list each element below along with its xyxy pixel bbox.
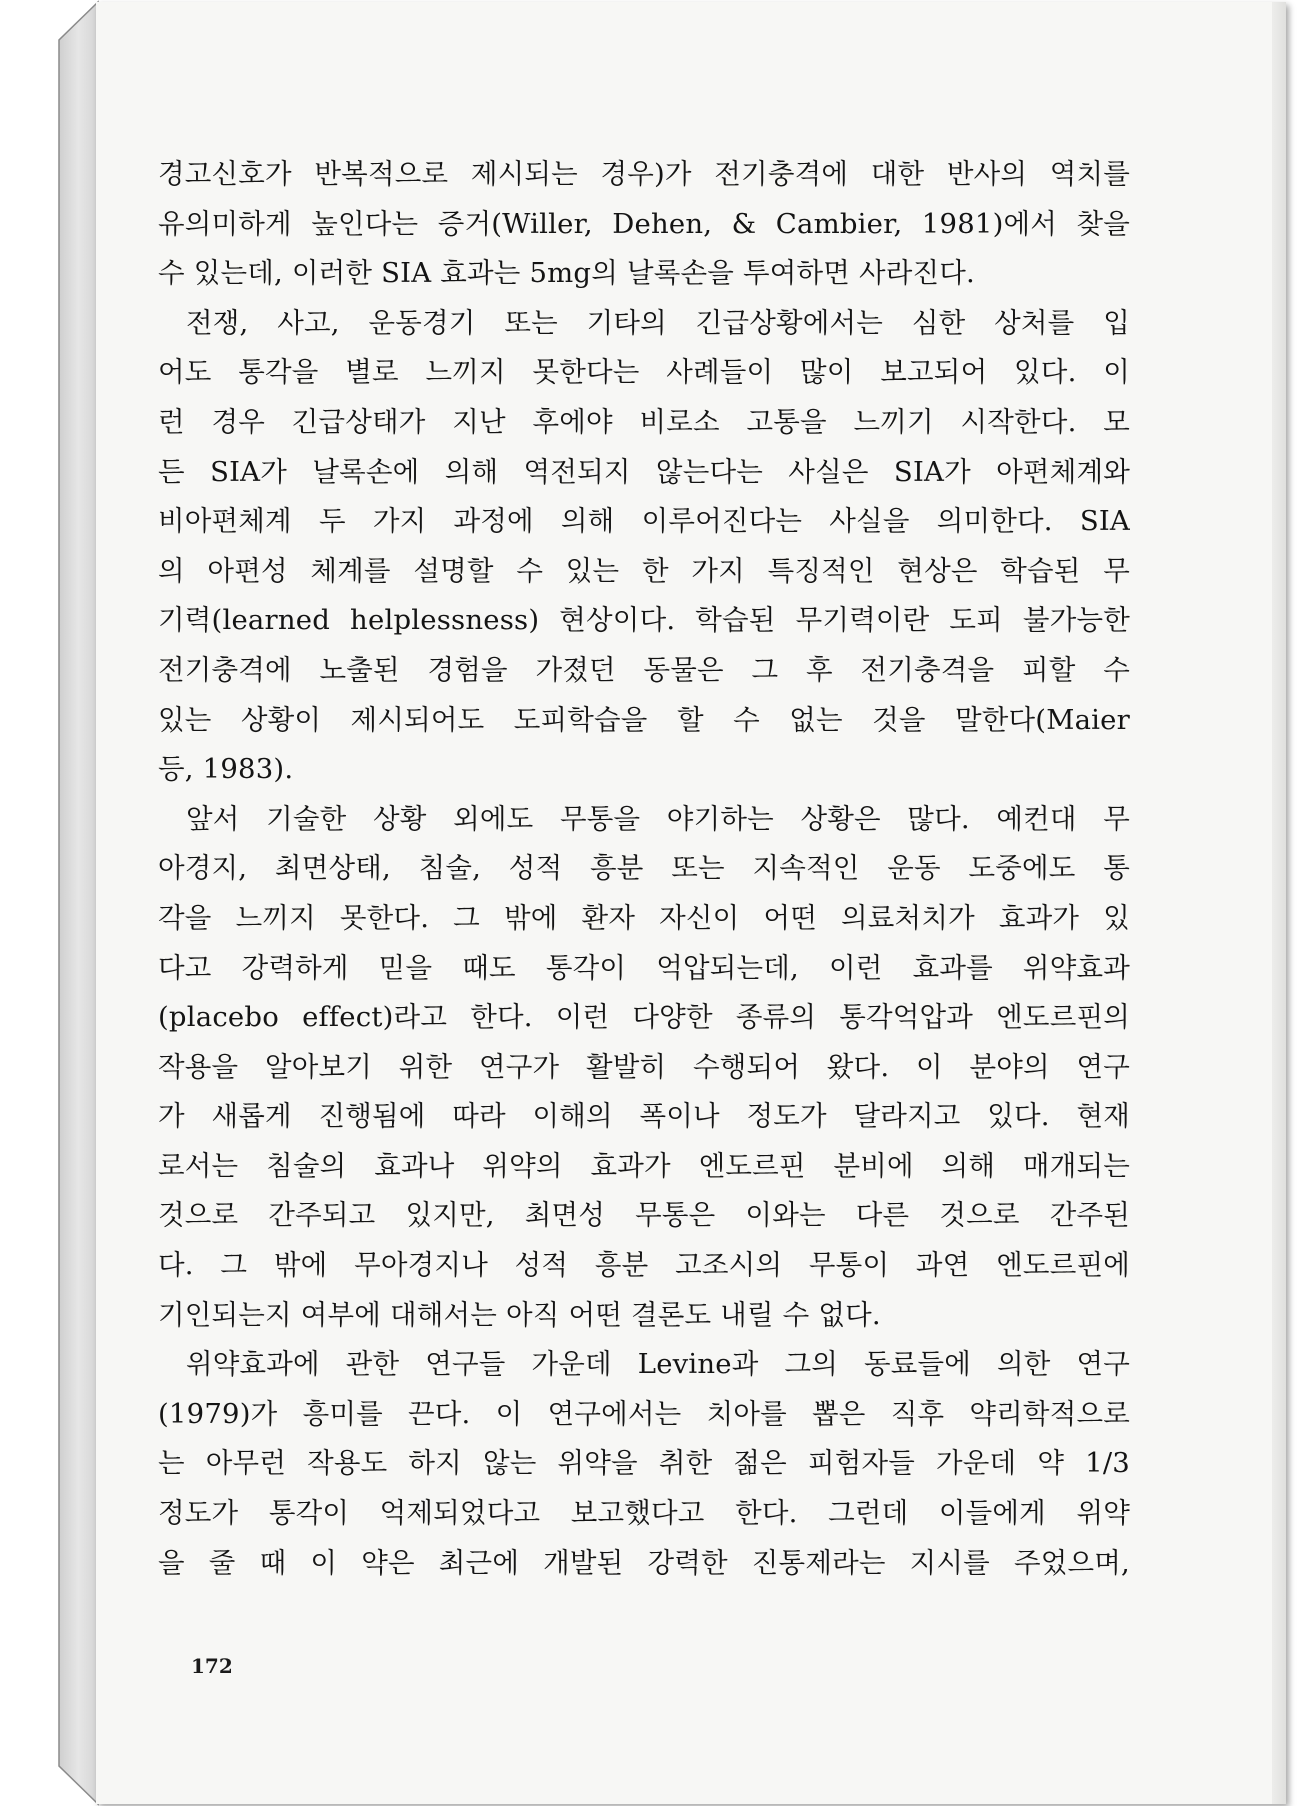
text-line: 든 SIA가 날록손에 의해 역전되지 않는다는 사실은 SIA가 아편체계와 (158, 455, 1130, 488)
text-line: 가 새롭게 진행됨에 따라 이해의 폭이나 정도가 달라지고 있다. 현재 (158, 1100, 1130, 1133)
page-number: 172 (191, 1654, 233, 1678)
text-line: 등, 1983). (158, 753, 294, 786)
text-line: 전기충격에 노출된 경험을 가졌던 동물은 그 후 전기충격을 피할 수 (158, 653, 1130, 686)
text-line: (placebo effect)라고 한다. 이런 다양한 종류의 통각억압과 엔도르핀의 (158, 1001, 1130, 1034)
body-text (158, 150, 1130, 1588)
text-line: 수 있는데, 이러한 SIA 효과는 5mg의 날록손을 투여하면 사라진다. (158, 257, 975, 290)
text-line: (1979)가 흥미를 끈다. 이 연구에서는 치아를 뽑은 직후 약리학적으로 (158, 1397, 1130, 1430)
text-line: 다. 그 밖에 무아경지나 성적 흥분 고조시의 무통이 과연 엔도르핀에 (158, 1249, 1130, 1282)
text-line: 전쟁, 사고, 운동경기 또는 기타의 긴급상황에서는 심한 상처를 입 (186, 306, 1130, 339)
text-line: 작용을 알아보기 위한 연구가 활발히 수행되어 왔다. 이 분야의 연구 (158, 1050, 1130, 1083)
text-line: 는 아무런 작용도 하지 않는 위약을 취한 젊은 피험자들 가운데 약 1/3 (158, 1447, 1130, 1480)
text-line: 의 아편성 체계를 설명할 수 있는 한 가지 특징적인 현상은 학습된 무 (158, 554, 1130, 587)
text-line: 유의미하게 높인다는 증거(Willer, Dehen, & Cambier, 1981)에서 찾을 (158, 207, 1130, 240)
text-line: 아경지, 최면상태, 침술, 성적 흥분 또는 지속적인 운동 도중에도 통 (158, 852, 1130, 885)
text-line: 정도가 통각이 억제되었다고 보고했다고 한다. 그런데 이들에게 위약 (158, 1497, 1130, 1530)
text-line: 기인되는지 여부에 대해서는 아직 어떤 결론도 내릴 수 없다. (158, 1298, 881, 1331)
text-line: 앞서 기술한 상황 외에도 무통을 야기하는 상황은 많다. 예컨대 무 (186, 802, 1130, 835)
text-line: 경고신호가 반복적으로 제시되는 경우)가 전기충격에 대한 반사의 역치를 (158, 158, 1130, 190)
text-line: 어도 통각을 별로 느끼지 못한다는 사례들이 많이 보고되어 있다. 이 (158, 356, 1130, 389)
text-line: 것으로 간주되고 있지만, 최면성 무통은 이와는 다른 것으로 간주된 (158, 1199, 1130, 1232)
text-line: 위약효과에 관한 연구들 가운데 Levine과 그의 동료들에 의한 연구 (186, 1348, 1130, 1381)
text-line: 비아편체계 두 가지 과정에 의해 이루어진다는 사실을 의미한다. SIA (158, 505, 1130, 538)
text-line: 런 경우 긴급상태가 지난 후에야 비로소 고통을 느끼기 시작한다. 모 (158, 405, 1130, 438)
text-line: 을 줄 때 이 약은 최근에 개발된 강력한 진통제라는 지시를 주었으며, (158, 1546, 1130, 1579)
text-line: 기력(learned helplessness) 현상이다. 학습된 무기력이란 도피 불가능한 (158, 604, 1130, 637)
text-line: 다고 강력하게 믿을 때도 통각이 억압되는데, 이런 효과를 위약효과 (158, 951, 1130, 984)
text-line: 각을 느끼지 못한다. 그 밖에 환자 자신이 어떤 의료처치가 효과가 있 (158, 901, 1130, 934)
page-edge (1272, 2, 1286, 1804)
text-line: 있는 상황이 제시되어도 도피학습을 할 수 없는 것을 말한다(Maier (158, 703, 1130, 736)
text-line: 로서는 침술의 효과나 위약의 효과가 엔도르핀 분비에 의해 매개되는 (158, 1149, 1130, 1182)
